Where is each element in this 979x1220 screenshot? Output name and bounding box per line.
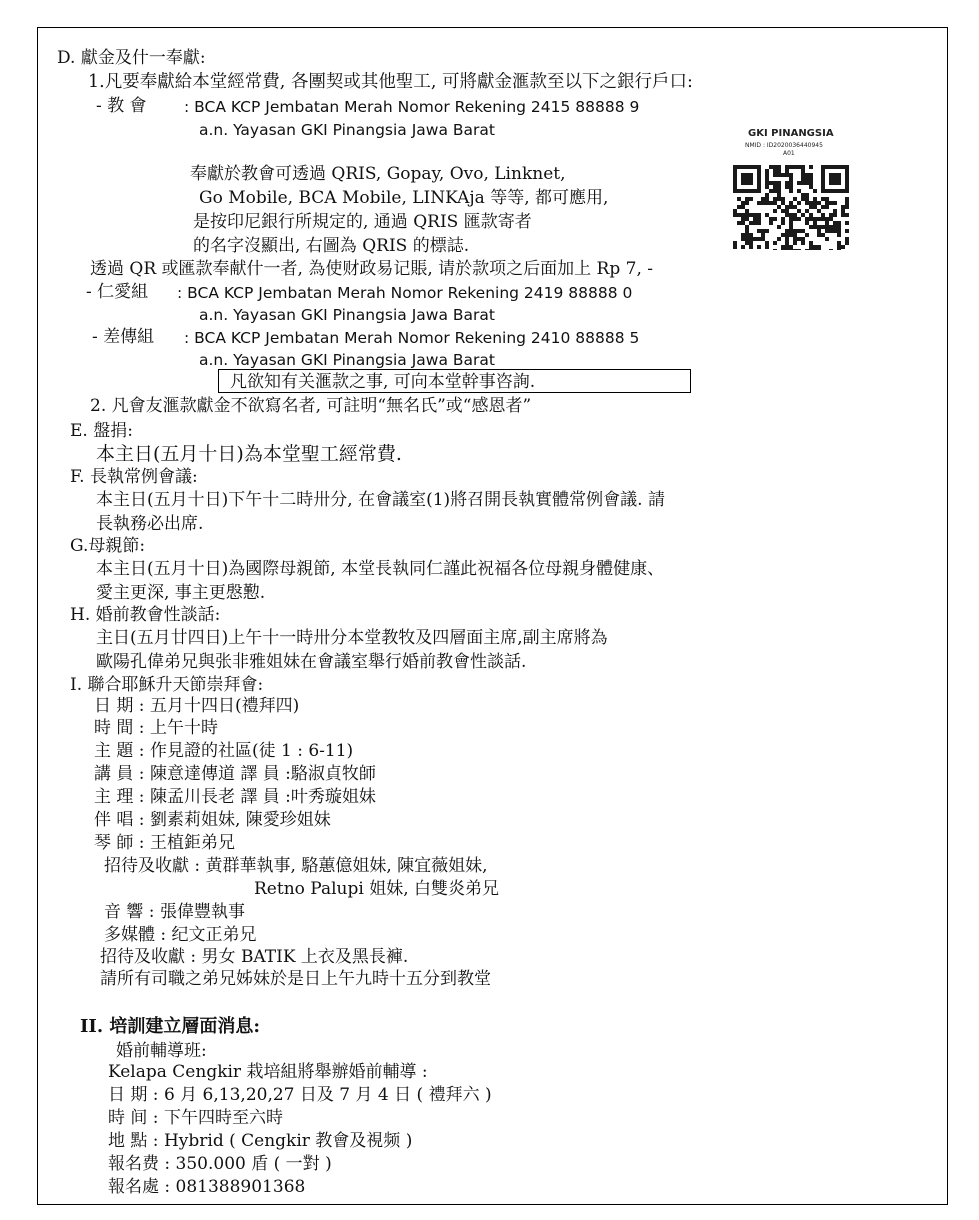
section-f-body-1: 本主日(五月十日)下午十二時卅分, 在會議室(1)將召開長執實體常例會議. 請 [96, 490, 665, 510]
qris-qr-code [727, 125, 855, 250]
service-leader: 主 理 : 陳孟川長老 譯 員 :叶秀璇姐妹 [94, 787, 376, 807]
renai-account: : BCA KCP Jembatan Merah Nomor Rekening 2419 88888 0 [177, 284, 633, 302]
service-theme: 主 題 : 作見證的社區(徒 1 : 6-11) [94, 741, 354, 761]
section-ii-title: II. 培訓建立層面消息: [80, 1016, 261, 1037]
course-fee: 報名费 : 350.000 盾 ( 一對 ) [108, 1154, 332, 1174]
church-account: : BCA KCP Jembatan Merah Nomor Rekening 2415 88888 9 [184, 98, 640, 116]
qr-code-id: A01 [783, 150, 795, 157]
service-date: 日 期 : 五月十四日(禮拜四) [94, 696, 300, 716]
section-i-title: I. 聯合耶穌升天節崇拜會: [70, 675, 264, 695]
service-arrival: 請所有司職之弟兄姊妹於是日上午九時十五分到教堂 [100, 969, 491, 989]
qris-line-1: 奉獻於教會可透過 QRIS, Gopay, Ovo, Linknet, [190, 164, 566, 184]
section-d-item2: 2. 凡會友滙款獻金不欲寫名者, 可註明“無名氏”或“感恩者” [90, 396, 532, 416]
section-e-title: E. 盤捐: [70, 421, 133, 441]
church-label: - 教 會 [96, 96, 147, 116]
section-d-item1: 1.凡要奉獻給本堂經常費, 各團契或其他聖工, 可將獻金滙款至以下之銀行戶口: [88, 72, 693, 92]
service-multimedia: 多媒體 : 纪文正弟兄 [104, 925, 257, 945]
section-ii-subtitle: 婚前輔導班: [116, 1041, 207, 1061]
section-f-body-2: 長執務必出席. [96, 514, 204, 534]
section-e-body: 本主日(五月十日)為本堂聖工經常費. [96, 443, 402, 465]
service-sound: 音 響 : 張偉豐執事 [104, 902, 245, 922]
course-time: 時 间 : 下午四時至六時 [108, 1108, 283, 1128]
service-speaker: 講 員 : 陳意達傳道 譯 員 :駱淑貞牧師 [94, 764, 376, 784]
qr-nmid: NMID : ID2020036440945 [745, 142, 823, 149]
service-dresscode: 招待及收獻 : 男女 BATIK 上衣及黑長褲. [100, 947, 409, 967]
course-date: 日 期 : 6 月 6,13,20,27 日及 7 月 4 日 ( 禮拜六 ) [108, 1085, 492, 1105]
service-ushers: 招待及收獻 : 黄群華執事, 駱蕙億姐妹, 陳宜薇姐妹, [104, 856, 488, 876]
qris-line-3: 是按印尼銀行所規定的, 通過 QRIS 匯款寄者 [193, 212, 532, 232]
service-singers: 伴 唱 : 劉素莉姐妹, 陳愛珍姐妹 [94, 810, 331, 830]
renai-label: - 仁愛組 [86, 282, 149, 302]
section-f-title: F. 長執常例會議: [70, 467, 198, 487]
qris-line-4: 的名字沒顯出, 右圖為 QRIS 的標誌. [193, 236, 470, 256]
section-d-title: D. 獻金及什一奉獻: [57, 48, 206, 68]
section-ii-intro: Kelapa Cengkir 栽培組將舉辦婚前輔導 : [108, 1062, 428, 1082]
renai-account-name: a.n. Yayasan GKI Pinangsia Jawa Barat [199, 306, 495, 324]
section-h-body-2: 歐陽孔偉弟兄與张非雅姐妹在會議室舉行婚前教會性談話. [96, 652, 527, 672]
section-h-body-1: 主日(五月廿四日)上午十一時卅分本堂教牧及四層面主席,副主席將為 [96, 628, 608, 648]
chaichuan-account-name: a.n. Yayasan GKI Pinangsia Jawa Barat [199, 351, 495, 369]
service-ushers-cont: Retno Palupi 姐妹, 白雙炎弟兄 [254, 879, 500, 899]
course-location: 地 點 : Hybrid ( Cengkir 教會及視频 ) [108, 1131, 413, 1151]
course-contact: 報名處 : 081388901368 [108, 1177, 306, 1197]
qr-title: GKI PINANGSIA [748, 128, 834, 139]
section-g-body-2: 愛主更深, 事主更慇懃. [96, 583, 266, 603]
section-g-body-1: 本主日(五月十日)為國際母親節, 本堂長執同仁謹此祝福各位母親身體健康、 [96, 559, 665, 579]
section-h-title: H. 婚前教會性談話: [70, 605, 221, 625]
church-account-name: a.n. Yayasan GKI Pinangsia Jawa Barat [199, 121, 495, 139]
tithe-note: 透過 QR 或匯款奉献什一者, 為使财政易记賬, 请於款项之后面加上 Rp 7, - [90, 259, 654, 279]
remittance-notice: 凡欲知有关滙款之事, 可向本堂幹事咨詢. [230, 372, 536, 392]
qris-line-2: Go Mobile, BCA Mobile, LINKAja 等等, 都可應用, [199, 188, 609, 208]
service-pianist: 琴 師 : 王植鉅弟兄 [94, 833, 235, 853]
qr-pattern-icon [727, 125, 855, 250]
chaichuan-label: - 差傳組 [92, 327, 155, 347]
service-time: 時 間 : 上午十時 [94, 718, 218, 738]
section-g-title: G.母親節: [70, 536, 146, 556]
chaichuan-account: : BCA KCP Jembatan Merah Nomor Rekening 2410 88888 5 [184, 329, 640, 347]
